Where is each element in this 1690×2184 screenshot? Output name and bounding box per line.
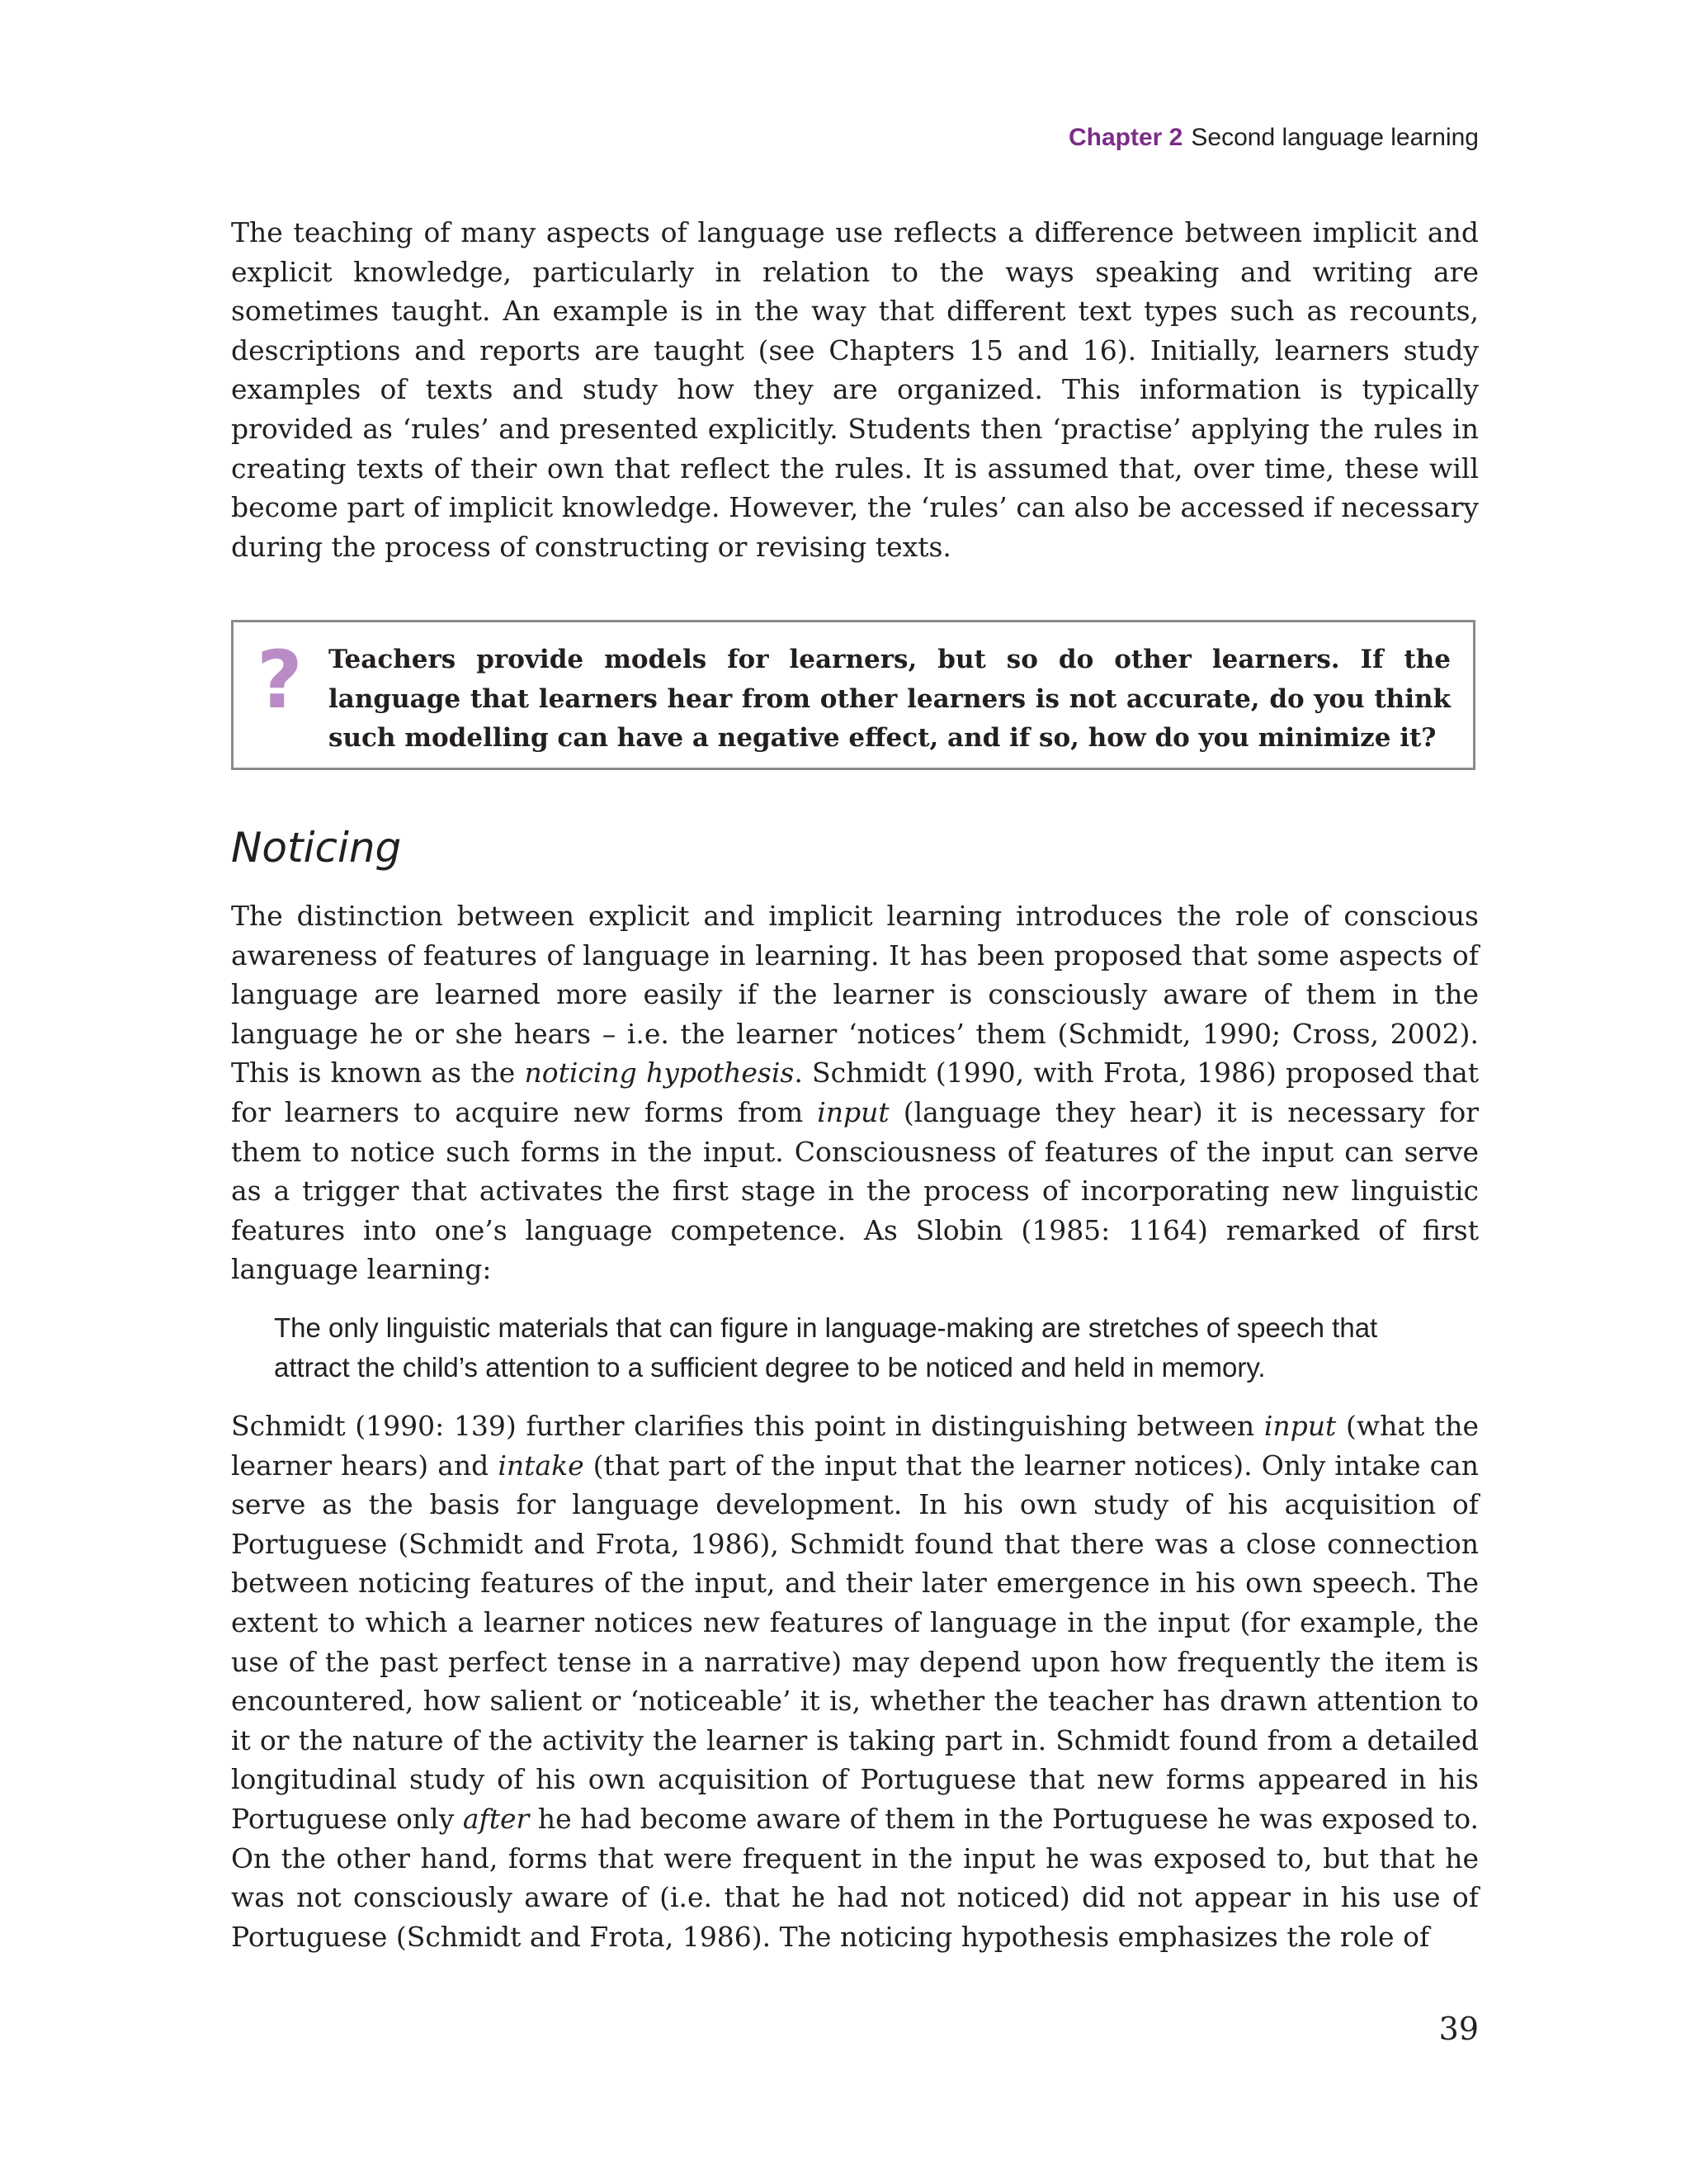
running-head xyxy=(1069,124,1479,152)
after-term: after xyxy=(462,1802,530,1835)
schmidt-text-2: (what the learner hears) and xyxy=(231,1410,1479,1482)
intake-term: intake xyxy=(498,1449,584,1482)
chapter-label: Chapter 2 xyxy=(1069,124,1183,151)
schmidt-text-3: (that part of the input that the learner notices). Only intake can serve as the basis for language development. In his own study of his acquisition of Portuguese (Schmidt and Frota, 1986), Schmidt found that there was a close connection between noticing features of the input, and their later emergence in his own speech. The extent to which a learner notices new features of language in the input (for example, the use of the past perfect tense in a narrative) may depend upon how frequently the item is encountered, how salient or ‘noticeable’ it is, whether the teacher has drawn attention to it or the nature of the activity the learner is taking part in. Schmidt found from a detailed longitudinal study of his own acquisition of Portuguese that new forms appeared in his Portuguese only xyxy=(231,1449,1479,1835)
input-term-2: input xyxy=(1263,1410,1337,1442)
noticing-paragraph xyxy=(231,896,1479,1289)
noticing-text-3: (language they hear) it is necessary for them to notice such forms in the input. Consciousness of features of the input can serve as a trigger that activates the first stage in the process of incorporating new linguistic features into one’s language competence. As Slobin (1985: 1164) remarked of first language learning: xyxy=(231,1095,1479,1286)
noticing-hypothesis-term: noticing hypothesis xyxy=(524,1057,795,1090)
schmidt-text-4: he had become aware of them in the Portuguese he was exposed to. On the other hand, forms that were frequent in the input he was exposed to, but that he was not consciously aware of (i.e. that he had not noticed) did not appear in his use of Portuguese (Schmidt and Frota, 1986). The noticing hypothesis emphasizes the role of xyxy=(231,1802,1479,1953)
noticing-text-1: The distinction between explicit and implicit learning introduces the role of conscious awareness of features of language in learning. It has been proposed that some aspects of language are learned more easily if the learner is consciously aware of them in the language he or she hears – i.e. the learner ‘notices’ them (Schmidt, 1990; Cross, 2002). This is known as the xyxy=(231,900,1479,1090)
section-heading-noticing: Noticing xyxy=(231,824,402,872)
intro-paragraph: The teaching of many aspects of language use reflects a difference between implicit and explicit knowledge, particularly in relation to the ways speaking and writing are sometimes taught. An example is in the way that different text types such as recounts, descriptions and reports are taught (see Chapters 15 and 16). Initially, learners study examples of texts and study how they are organized. This information is typically provided as ‘rules’ and presented explicitly. Students then ‘practise’ applying the rules in creating texts of their own that reflect the rules. It is assumed that, over time, these will become part of implicit knowledge. However, the ‘rules’ can also be accessed if necessary during the process of constructing or revising texts. xyxy=(231,216,1479,563)
reflection-question-text: Teachers provide models for learners, but so do other learners. If the language that learners hear from other learners is not accurate, do you think such modelling can have a negative effect, and if so, how do you minimize it? xyxy=(328,645,1451,754)
chapter-title: Second language learning xyxy=(1191,124,1479,151)
schmidt-text-1: Schmidt (1990: 139) further clarifies this point in distinguishing between xyxy=(231,1410,1264,1442)
question-mark-icon: ? xyxy=(257,634,303,726)
schmidt-paragraph xyxy=(231,1406,1479,1956)
slobin-quote: The only linguistic materials that can figure in language-making are stretches of speech that attract the child’s attention to a sufficient degree to be noticed and held in memory. xyxy=(274,1312,1378,1383)
noticing-text-2: . Schmidt (1990, with Frota, 1986) proposed that for learners to acquire new forms from xyxy=(231,1057,1480,1128)
input-term: input xyxy=(817,1095,890,1128)
page-number: 39 xyxy=(1438,2011,1479,2047)
reflection-question-box xyxy=(231,620,1475,770)
